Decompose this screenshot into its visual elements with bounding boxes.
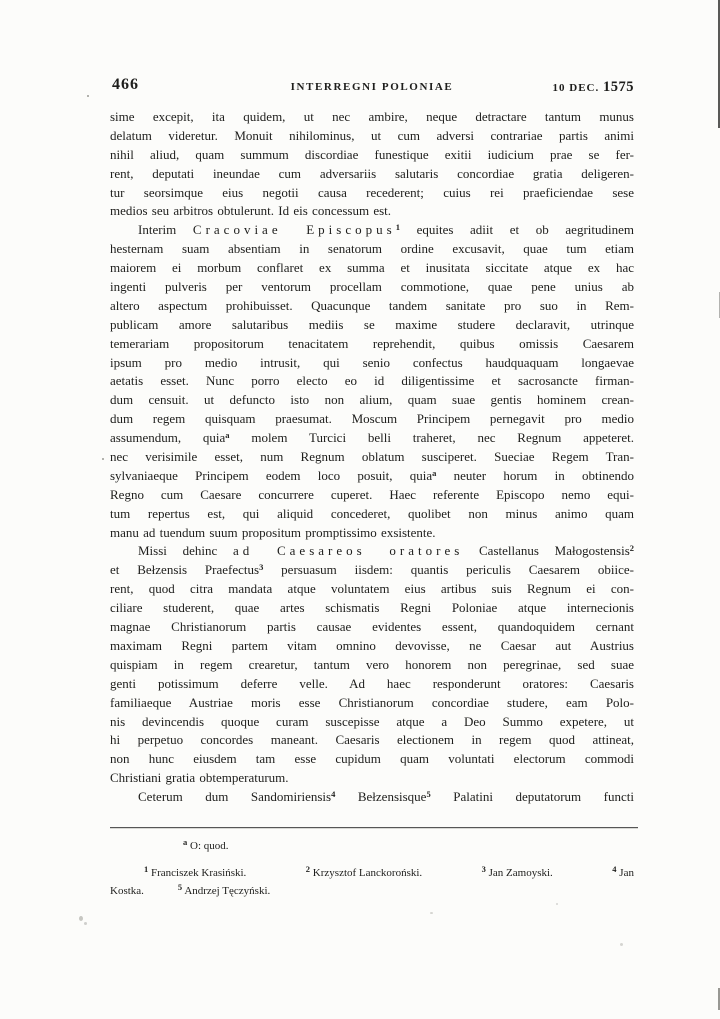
text-run: ipsum pro medio intrusit, qui senio confectus haudquaquam longaevae <box>110 354 634 370</box>
page-number: 466 <box>112 76 139 93</box>
text-run: Jan Zamoyski. <box>485 867 553 879</box>
text-run: nis devincendis quoque curam suscepisse atque a Deo Summo expetere, ut <box>110 713 634 729</box>
footnote-marker: 5 <box>426 789 431 800</box>
scan-speck <box>556 903 558 905</box>
text-run: rent, quod citra mandata atque voluntatem eius artibus suis Regnum ei con- <box>110 581 634 597</box>
footnote-entry <box>178 884 270 898</box>
text-line <box>110 731 634 750</box>
text-run: dum regem quisquam praesumat. Moscum Principem pernegavit pro medio <box>110 411 634 427</box>
footnote-rule <box>110 827 638 828</box>
footnote-marker: 1 <box>395 222 400 233</box>
text-run: familiaeque Austriae moris esse Christianorum concordiae studere, eam Polo- <box>110 694 634 710</box>
text-line <box>110 675 634 694</box>
text-run: ingenti pulveris per ventorum procellam commotione, quae pene unius ab <box>110 279 634 295</box>
text-line <box>110 202 634 221</box>
text-line <box>110 561 634 580</box>
text-run: et Bełzensis Praefectus <box>110 562 260 578</box>
text-run: persuasum iisdem: quantis periculis Caesarem obiice- <box>263 562 634 578</box>
footnote-marker: 3 <box>481 864 486 874</box>
text-run: Kostka. <box>110 885 144 897</box>
text-line <box>110 467 634 486</box>
footnote-marker: a <box>183 837 188 847</box>
letterspaced-text: ad Caesareos oratores <box>233 543 464 559</box>
text-line <box>110 335 634 354</box>
text-run: delatum videretur. Monuit nihilominus, ut cum adversi contrariae partis animi <box>110 127 634 143</box>
text-run: hesternam suam absentiam in senatorum ordine excusavit, quae tum etiam <box>110 241 634 257</box>
text-run: publicam amore salutaribus mediis se maxime studere declaravit, utrinque <box>110 316 634 332</box>
text-run: aetatis esset. Nunc porro electo eo id diligentissime et sacrosancte firman- <box>110 373 634 389</box>
footnote-line-2 <box>110 884 270 898</box>
text-run: Bełzensisque <box>335 789 427 805</box>
scan-speck <box>84 922 87 925</box>
text-run: equites adiit et ob aegritudinem <box>399 222 635 238</box>
text-line <box>110 297 634 316</box>
text-line <box>110 221 634 240</box>
scan-speck <box>87 95 89 97</box>
footnote-variant <box>183 837 229 852</box>
footnote-marker: 3 <box>259 562 264 573</box>
page-header <box>110 0 634 100</box>
text-run: sime excepit, ita quidem, ut nec ambire, neque detractare tantum munus <box>110 109 634 124</box>
text-run: temerariam propositorum tenacitatem reprehendit, quibus omissis Caesarem <box>110 335 634 351</box>
text-line <box>110 542 634 561</box>
footnote-line-1 <box>144 866 634 880</box>
footnote-entry <box>110 884 144 898</box>
text-line <box>110 429 634 448</box>
header-date <box>553 79 634 96</box>
text-run: ciliare studerent, quae artes schismatis Regni Poloniae atque internecionis <box>110 600 634 616</box>
footnote-marker: a <box>432 467 437 478</box>
text-run: genti potissimum deferre velle. Ad haec responderunt oratores: Caesaris <box>110 675 634 691</box>
footnote-marker: a <box>225 430 230 441</box>
text-run: maximam Regni partem vitam omnino devovisse, ne Caesar aut Austrius <box>110 637 634 653</box>
text-run: nihil aliud, quam summum discordiae funestique exitii iudicium prae se fer- <box>110 146 634 162</box>
text-run: Krzysztof Lanckoroński. <box>310 867 423 879</box>
text-run: Missi dehinc <box>138 543 233 559</box>
scan-speck <box>102 458 104 460</box>
text-run: molem Turcici belli traheret, nec Regnum appeteret. <box>229 430 634 446</box>
text-run: manu ad tuendum suum propositum promptissimo exsistente. <box>110 524 436 540</box>
footnote-marker: 4 <box>331 789 336 800</box>
text-run: Christiani gratia obtemperaturum. <box>110 770 289 786</box>
text-run: hi perpetuo concordes maneant. Caesaris electionem in regem quod attineat, <box>110 732 634 748</box>
text-line <box>110 580 634 599</box>
text-line <box>110 108 634 127</box>
footnote-entry <box>482 866 553 880</box>
text-run: dum censuit. ut defuncto isto non alium, quam suae gentis hominem crean- <box>110 392 634 408</box>
scan-speck <box>620 943 623 946</box>
text-line <box>110 259 634 278</box>
scan-speck <box>79 916 83 921</box>
text-line <box>110 165 634 184</box>
body-text <box>110 108 634 807</box>
text-run: Castellanus Małogostensis <box>463 543 630 559</box>
text-line <box>110 750 634 769</box>
text-run: magnae Christianorum partis causae evidentes essent, quandoquidem cernant <box>110 619 634 635</box>
footnote-marker: 1 <box>144 864 149 874</box>
text-run: Franciszek Krasiński. <box>148 867 247 879</box>
text-line <box>110 372 634 391</box>
text-run: Ceterum dum Sandomiriensis <box>138 789 332 805</box>
footnote-marker: 2 <box>305 864 311 874</box>
text-line <box>110 769 634 788</box>
text-run: medios seu arbitros obtulerunt. Id eis concessum est. <box>110 203 392 219</box>
footnote-marker: 4 <box>612 864 617 874</box>
text-run: non hunc eiusdem tam esse cupidum quam voluntati electorum commodi <box>110 751 634 767</box>
text-line <box>110 694 634 713</box>
text-run: Andrzej Tęczyński. <box>182 885 271 897</box>
text-run: altero aspectum prohibuisset. Quacunque tandem sanitate pro suo in Rem- <box>110 297 634 313</box>
text-line <box>110 505 634 524</box>
text-line <box>110 240 634 259</box>
header-date-day: 10 DEC. <box>552 82 600 94</box>
text-line <box>110 354 634 373</box>
text-run: tum repertus est, qui aliquid concederet, quolibet non minus animo quam <box>110 505 634 521</box>
text-run: assumendum, quia <box>110 430 226 446</box>
footnote-entry <box>612 866 634 880</box>
footnote-entry <box>306 866 422 880</box>
text-line <box>110 278 634 297</box>
text-run: Interim <box>138 222 193 238</box>
footnote-marker: 2 <box>629 543 635 554</box>
text-line <box>110 618 634 637</box>
text-line <box>110 524 634 543</box>
text-run: O: quod. <box>187 840 229 852</box>
text-line <box>110 410 634 429</box>
text-line <box>110 316 634 335</box>
text-run: Regno cum Caesare concurrere cuperet. Haec referente Episcopo nemo equi- <box>110 486 634 502</box>
text-line <box>110 788 634 807</box>
header-date-year: 1575 <box>603 79 634 95</box>
text-run: tur seorsimque eius negotii causa recederent; cuius rei praeficiendae sese <box>110 184 634 200</box>
scan-speck <box>430 912 433 914</box>
text-run: sylvaniaeque Principem eodem loco posuit, quia <box>110 467 433 483</box>
text-run: Jan <box>616 867 634 879</box>
footnote-marker: 5 <box>177 882 183 892</box>
text-line <box>110 599 634 618</box>
text-line <box>110 656 634 675</box>
text-run: neuter horum in obtinendo <box>436 467 634 483</box>
text-line <box>110 184 634 203</box>
text-run: maiorem ei morbum conflaret ex summa et inusitata siccitate atque ex hac <box>110 260 634 276</box>
text-run: rent, deputati ineundae cum adversariis salutaris concordiae gratia deligeren- <box>110 165 634 181</box>
running-title: INTERREGNI POLONIAE <box>290 81 454 93</box>
text-run: nec verisimile esset, num Regnum oblatum susciperet. Sueciae Regem Tran- <box>110 449 634 465</box>
text-line <box>110 637 634 656</box>
text-line <box>110 448 634 467</box>
text-run: Palatini deputatorum functi <box>430 789 635 805</box>
footnote-entry <box>144 866 246 880</box>
text-line <box>110 146 634 165</box>
text-line <box>110 486 634 505</box>
text-run: quispiam in regem crearetur, tantum vero honorem non peregrinae, sed suae <box>110 656 634 672</box>
text-line <box>110 127 634 146</box>
text-line <box>110 391 634 410</box>
letterspaced-text: Cracoviae Episcopus <box>192 222 396 238</box>
text-line <box>110 713 634 732</box>
